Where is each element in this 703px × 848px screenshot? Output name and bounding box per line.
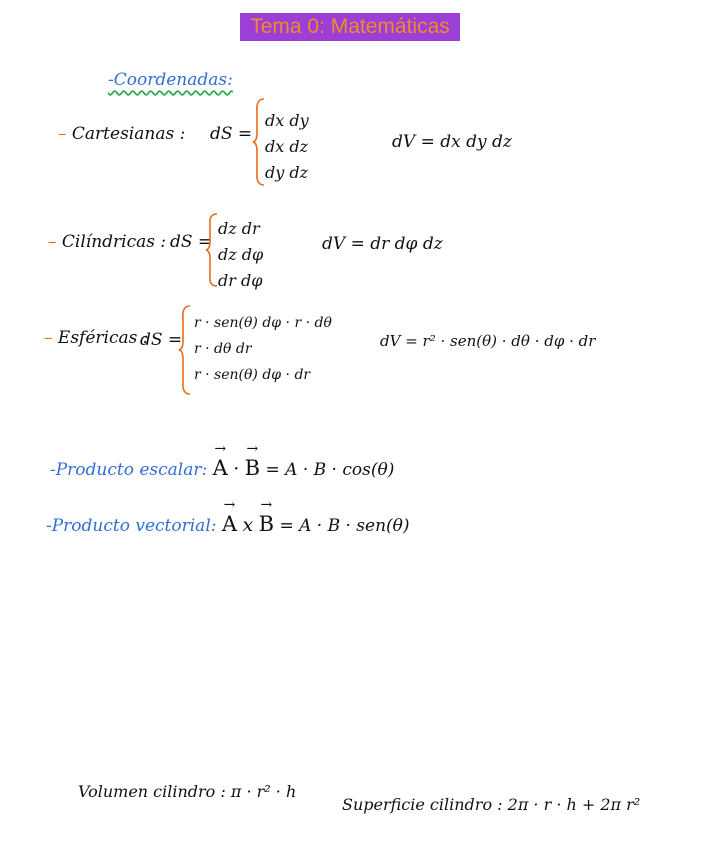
- ds-term: dy dz: [265, 163, 309, 182]
- esfericas-ds-label: dS =: [140, 330, 183, 350]
- cartesianas-row: [58, 124, 185, 144]
- producto-escalar-label: -Producto escalar:: [50, 460, 208, 480]
- cartesianas-ds-terms: [265, 108, 309, 186]
- cilindricas-dv: dV = dr dφ dz: [322, 234, 443, 254]
- cartesianas-label: Cartesianas :: [71, 124, 186, 144]
- vector-b: → B: [259, 512, 274, 536]
- coordenadas-heading: -Coordenadas:: [108, 70, 233, 90]
- cross-operator: x: [242, 514, 254, 536]
- esfericas-label: Esféricas :: [57, 328, 149, 348]
- bullet-dash: –: [44, 328, 53, 348]
- ds-term: r · dθ dr: [194, 341, 252, 357]
- esfericas-row: [44, 328, 148, 348]
- ds-term: dz dr: [218, 219, 260, 238]
- brace-icon: [178, 304, 192, 396]
- esfericas-dv: dV = r² · sen(θ) · dθ · dφ · dr: [380, 332, 596, 350]
- cartesianas-ds-label: dS =: [210, 124, 253, 144]
- cilindricas-ds-terms: [218, 216, 263, 294]
- ds-term: dx dy: [265, 111, 309, 130]
- vector-b: → B: [245, 456, 260, 480]
- dot-operator: ·: [233, 458, 240, 480]
- vector-a: → A: [213, 456, 228, 480]
- cartesianas-dv: dV = dx dy dz: [392, 132, 512, 152]
- ds-term: r · sen(θ) dφ · dr: [194, 367, 311, 383]
- esfericas-ds-terms: [194, 310, 332, 388]
- ds-term: dr dφ: [218, 271, 263, 290]
- bullet-dash: –: [48, 232, 57, 252]
- superficie-cilindro: Superficie cilindro : 2π · r · h + 2π r²: [342, 795, 641, 814]
- ds-term: r · sen(θ) dφ · r · dθ: [194, 315, 332, 331]
- bullet-dash: –: [58, 124, 67, 144]
- vector-a: → A: [222, 512, 237, 536]
- cilindricas-row: [48, 232, 166, 252]
- brace-icon: [205, 212, 219, 288]
- producto-escalar-result: = A · B · cos(θ): [265, 460, 395, 480]
- producto-vectorial-result: = A · B · sen(θ): [279, 516, 410, 536]
- ds-term: dx dz: [265, 137, 309, 156]
- cilindricas-ds-label: dS =: [170, 232, 213, 252]
- page-title: Tema 0: Matemáticas: [240, 13, 460, 41]
- volumen-cilindro: Volumen cilindro : π · r² · h: [78, 782, 297, 801]
- producto-vectorial-row: [46, 512, 410, 536]
- producto-escalar-row: [50, 456, 394, 480]
- cilindricas-label: Cilíndricas :: [61, 232, 167, 252]
- producto-vectorial-label: -Producto vectorial:: [46, 516, 217, 536]
- brace-icon: [252, 97, 266, 187]
- ds-term: dz dφ: [218, 245, 264, 264]
